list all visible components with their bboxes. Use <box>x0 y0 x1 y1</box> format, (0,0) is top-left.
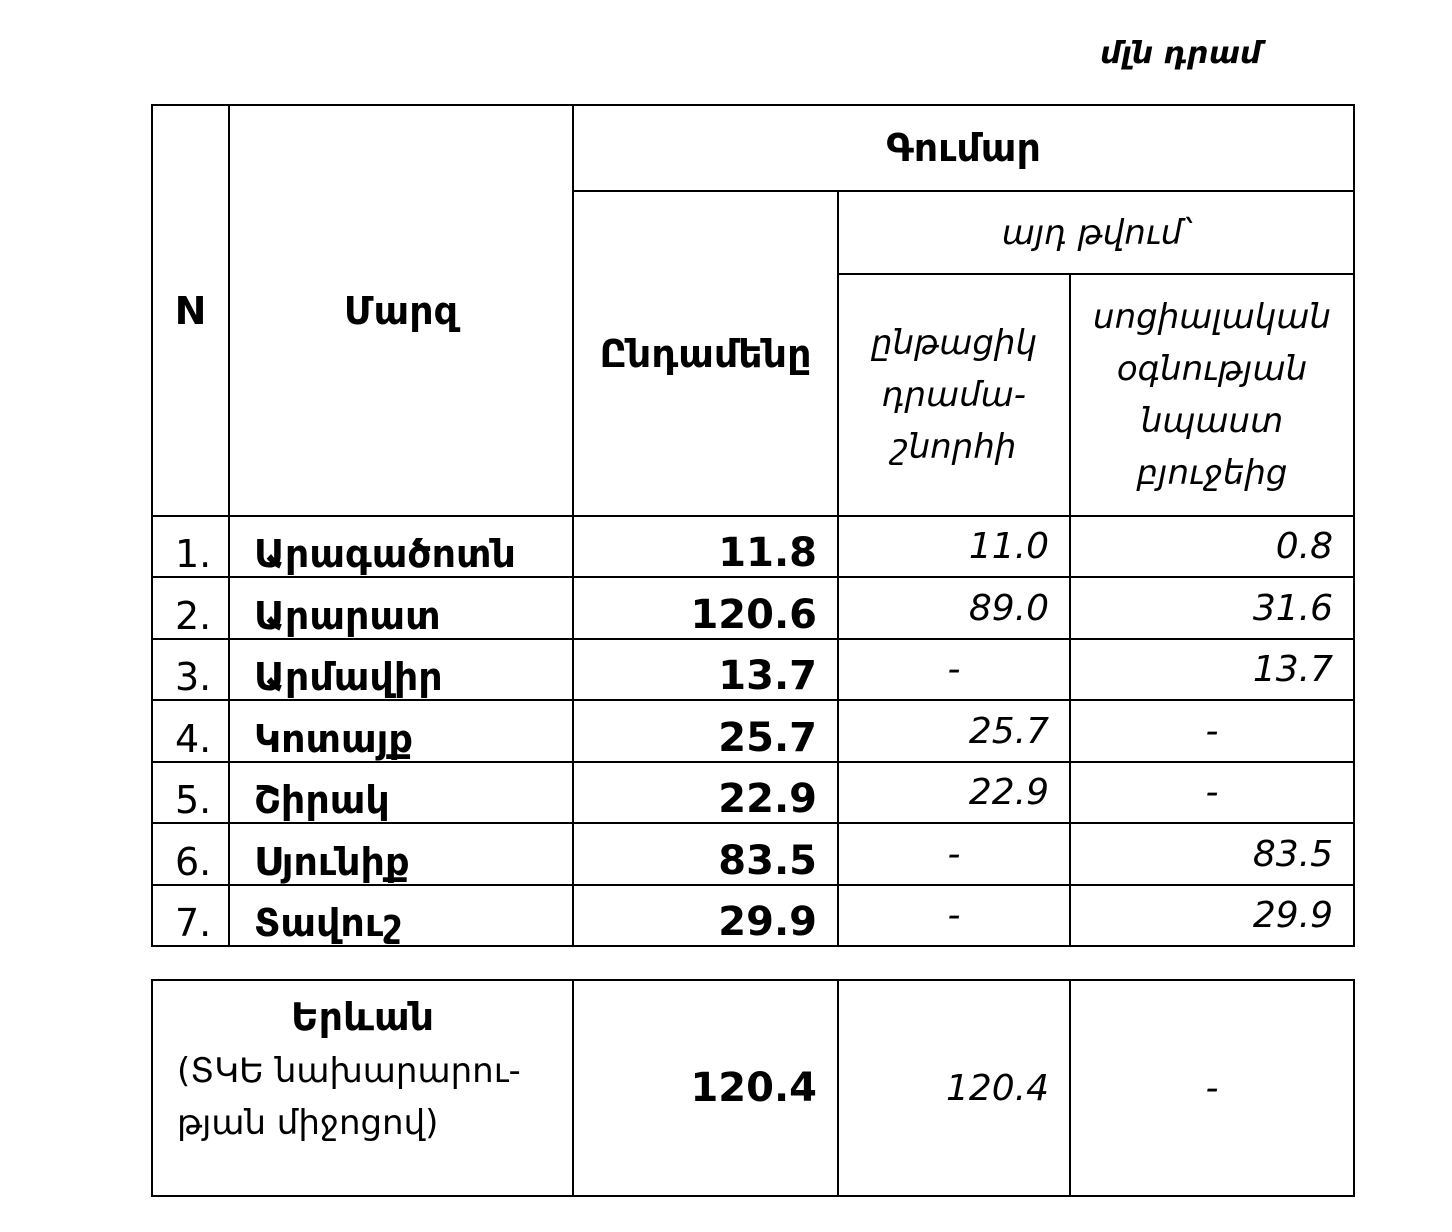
table-row <box>152 700 1354 762</box>
region-name: Արմավիր <box>229 639 573 700</box>
table-row <box>152 762 1354 823</box>
header-including: այդ թվում՝ <box>838 191 1354 274</box>
header-social-line: օգնության <box>1116 349 1308 389</box>
row-social: 13.7 <box>1070 639 1354 700</box>
header-social-line: սոցիալական <box>1093 297 1331 337</box>
table-row <box>152 639 1354 700</box>
yerevan-note-line: թյան միջոցով) <box>177 1103 439 1143</box>
row-number: 2. <box>152 577 229 639</box>
row-total: 25.7 <box>573 700 838 762</box>
yerevan-note <box>153 1045 572 1149</box>
row-total: 11.8 <box>573 516 838 577</box>
header-n: N <box>152 105 229 516</box>
row-current: - <box>838 639 1070 700</box>
row-number: 5. <box>152 762 229 823</box>
row-number: 3. <box>152 639 229 700</box>
row-current: 22.9 <box>838 762 1070 823</box>
row-social: 29.9 <box>1070 885 1354 946</box>
yerevan-row <box>152 980 1354 1196</box>
table-row <box>152 885 1354 946</box>
header-current-line: դրամա- <box>881 375 1027 415</box>
region-name: Շիրակ <box>229 762 573 823</box>
row-total: 83.5 <box>573 823 838 885</box>
yerevan-table <box>151 979 1355 1197</box>
row-number: 4. <box>152 700 229 762</box>
header-total: Ընդամենը <box>573 191 838 516</box>
yerevan-total: 120.4 <box>573 980 838 1196</box>
table-row <box>152 823 1354 885</box>
header-current-line: շնորհի <box>891 427 1017 467</box>
row-social: - <box>1070 762 1354 823</box>
row-total: 22.9 <box>573 762 838 823</box>
row-social: - <box>1070 700 1354 762</box>
region-name: Տավուշ <box>229 885 573 946</box>
header-current-grant <box>838 274 1070 516</box>
region-name: Արագածոտն <box>229 516 573 577</box>
table-row <box>152 577 1354 639</box>
header-amount: Գումար <box>573 105 1354 191</box>
region-name: Կոտայք <box>229 700 573 762</box>
row-social: 31.6 <box>1070 577 1354 639</box>
row-current: - <box>838 885 1070 946</box>
region-name: Սյունիք <box>229 823 573 885</box>
table-row <box>152 516 1354 577</box>
yerevan-name: Երևան <box>290 995 435 1039</box>
yerevan-region-cell <box>152 980 573 1196</box>
row-current: 11.0 <box>838 516 1070 577</box>
row-number: 6. <box>152 823 229 885</box>
yerevan-note-line: (ՏԿԵ նախարարու- <box>177 1051 521 1091</box>
row-total: 13.7 <box>573 639 838 700</box>
yerevan-social: - <box>1070 980 1354 1196</box>
row-number: 7. <box>152 885 229 946</box>
row-total: 120.6 <box>573 577 838 639</box>
header-region: Մարզ <box>229 105 573 516</box>
region-name: Արարատ <box>229 577 573 639</box>
row-social: 83.5 <box>1070 823 1354 885</box>
row-social: 0.8 <box>1070 516 1354 577</box>
yerevan-current: 120.4 <box>838 980 1070 1196</box>
row-total: 29.9 <box>573 885 838 946</box>
header-social-line: նպաստ <box>1140 401 1284 441</box>
row-current: 25.7 <box>838 700 1070 762</box>
row-number: 1. <box>152 516 229 577</box>
header-social-budget <box>1070 274 1354 516</box>
unit-label: մլն դրամ <box>1100 36 1262 71</box>
row-current: - <box>838 823 1070 885</box>
header-social-line: բյուջեից <box>1136 453 1288 493</box>
row-current: 89.0 <box>838 577 1070 639</box>
allocation-table <box>151 104 1355 947</box>
header-current-line: ընթացիկ <box>871 323 1037 363</box>
